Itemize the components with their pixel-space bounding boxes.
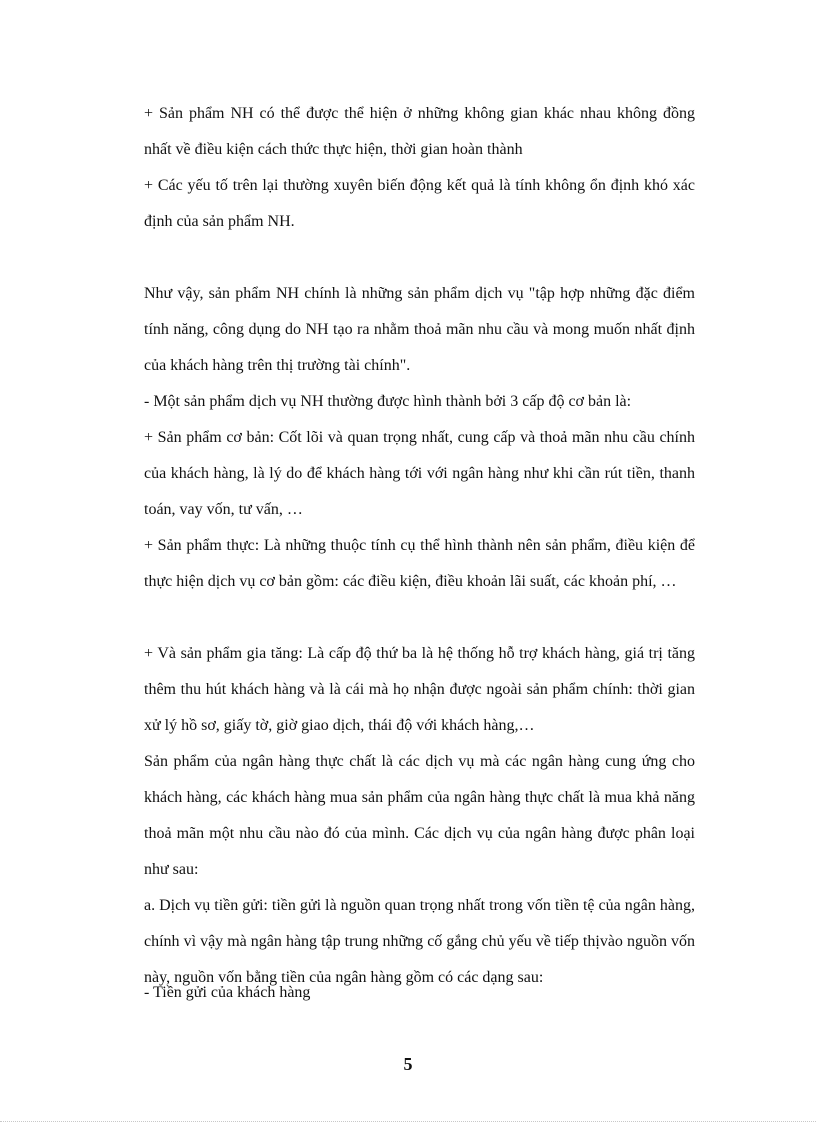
page-bottom-border [0, 1121, 816, 1122]
paragraph-definition: Như vậy, sản phẩm NH chính là những sản phẩm dịch vụ "tập hợp những đặc điểm tính năng, công dụng do NH tạo ra nhằm thoả mãn nhu cầu và mong muốn nhất định của khách hàng trên thị trường tài chính". [144, 285, 695, 374]
paragraph-bank-services: Sản phẩm của ngân hàng thực chất là các dịch vụ mà các ngân hàng cung ứng cho khách hàng, các khách hàng mua sản phẩm của ngân hàng thực chất là mua khả năng thoả mãn một nhu cầu nào đó của mình. Các dịch vụ của ngân hàng được phân loại như sau: [144, 753, 695, 878]
paragraph-three-levels: - Một sản phẩm dịch vụ NH thường được hình thành bởi 3 cấp độ cơ bản là: [144, 393, 632, 410]
paragraph-core-product: + Sản phẩm cơ bản: Cốt lõi và quan trọng nhất, cung cấp và thoả mãn nhu cầu chính của khách hàng, là lý do để khách hàng tới với ngân hàng như khi cần rút tiền, thanh toán, vay vốn, tư vấn, … [144, 429, 695, 518]
paragraph-augmented-product: + Và sản phẩm gia tăng: Là cấp độ thứ ba là hệ thống hỗ trợ khách hàng, giá trị tăng thêm thu hút khách hàng và là cái mà họ nhận được ngoài sản phẩm chính: thời gian xử lý hồ sơ, giấy tờ, giờ giao dịch, thái độ với khách hàng,… [144, 645, 695, 734]
paragraph-instability: + Các yếu tố trên lại thường xuyên biến động kết quả là tính không ổn định khó xác định của sản phẩm NH. [144, 177, 695, 230]
paragraph-actual-product: + Sản phẩm thực: Là những thuộc tính cụ thể hình thành nên sản phẩm, điều kiện để thực hiện dịch vụ cơ bản gồm: các điều kiện, điều khoản lãi suất, các khoản phí, … [144, 537, 695, 590]
paragraph-customer-deposits: - Tiền gửi của khách hàng [144, 984, 311, 1001]
page-number: 5 [403, 1054, 413, 1074]
paragraph-deposit-services: a. Dịch vụ tiền gửi: tiền gửi là nguồn quan trọng nhất trong vốn tiền tệ của ngân hàng, chính vì vậy mà ngân hàng tập trung những cố gắng chủ yếu về tiếp thịvào nguồn vốn này, nguồn vốn bằng tiền của ngân hàng gồm có các dạng sau: [144, 897, 695, 986]
paragraph-space-time-variation: + Sản phẩm NH có thể được thể hiện ở những không gian khác nhau không đồng nhất về điều kiện cách thức thực hiện, thời gian hoàn thành [144, 105, 695, 158]
